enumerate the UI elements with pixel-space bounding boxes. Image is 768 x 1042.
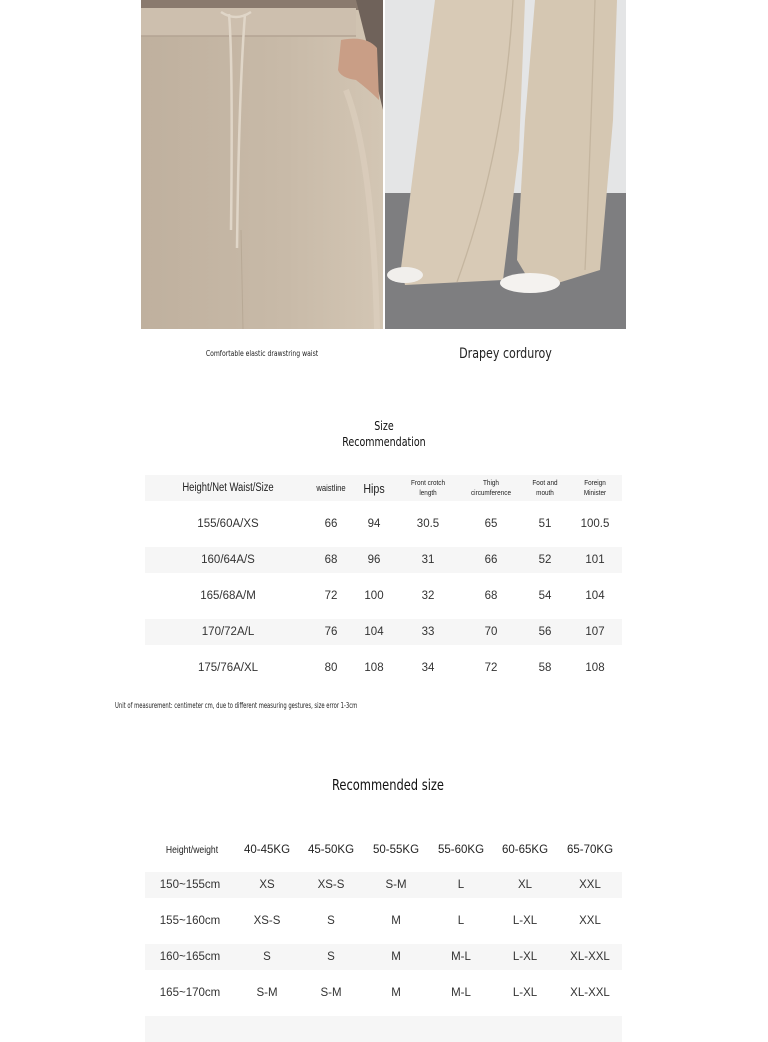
- header-weight-60-65: 60-65KG: [501, 844, 549, 856]
- size-label: 175/76A/XL: [197, 662, 259, 674]
- recommended-header-row: [145, 837, 622, 863]
- size-cell: M-L: [451, 951, 471, 963]
- size-cell: XXL: [579, 879, 601, 891]
- front-crotch-value: 33: [421, 626, 435, 638]
- waistline-value: 76: [324, 626, 338, 638]
- height-label: 160~165cm: [159, 951, 221, 963]
- size-row-l: [145, 619, 622, 645]
- foot-mouth-value: 54: [538, 590, 552, 602]
- size-cell: L-XL: [512, 951, 538, 963]
- size-cell: M-L: [451, 987, 471, 999]
- size-chart-table: [145, 475, 622, 681]
- size-cell: XL-XXL: [570, 951, 610, 963]
- foreign-minister-value: 104: [585, 590, 605, 602]
- size-chart-title-line2: Recommendation: [342, 435, 426, 449]
- height-row-partial: [145, 1016, 622, 1042]
- height-row-165-170: [145, 980, 622, 1006]
- header-thigh-circumference: Thigh circumference: [470, 478, 512, 497]
- product-photo-waistband: [141, 0, 383, 329]
- size-cell: S-M: [256, 987, 278, 999]
- header-front-crotch-length: Front crotch length: [410, 478, 445, 497]
- size-row-xs: [145, 511, 622, 537]
- recommended-size-table: [145, 837, 622, 1042]
- header-waistline: waistline: [316, 483, 346, 493]
- header-weight-65-70: 65-70KG: [566, 844, 614, 856]
- size-chart-title-line1: Size: [374, 419, 394, 433]
- waistline-value: 68: [324, 554, 338, 566]
- front-crotch-value: 32: [421, 590, 435, 602]
- product-photo-legs: [385, 0, 626, 329]
- foreign-minister-value: 108: [585, 662, 605, 674]
- size-chart-title: [46, 418, 722, 450]
- size-cell: XS-S: [253, 915, 281, 927]
- header-weight-45-50: 45-50KG: [307, 844, 355, 856]
- size-cell: M: [391, 951, 401, 963]
- hips-value: 108: [364, 662, 384, 674]
- size-label: 165/68A/M: [200, 590, 256, 602]
- size-cell: XL-XXL: [570, 987, 610, 999]
- front-crotch-value: 34: [421, 662, 435, 674]
- header-height-weight: Height/weight: [165, 844, 219, 856]
- size-row-xl: [145, 655, 622, 681]
- size-cell: M: [391, 915, 401, 927]
- size-cell: XS: [259, 879, 275, 891]
- header-height-waist-size: Height/Net Waist/Size: [182, 482, 274, 494]
- header-weight-55-60: 55-60KG: [437, 844, 485, 856]
- height-label: 150~155cm: [159, 879, 221, 891]
- thigh-value: 70: [484, 626, 498, 638]
- size-cell: M: [391, 987, 401, 999]
- foreign-minister-value: 101: [585, 554, 605, 566]
- size-cell: S-M: [320, 987, 342, 999]
- size-cell: L-XL: [512, 987, 538, 999]
- size-cell: L: [457, 879, 465, 891]
- size-chart-header-row: [145, 475, 622, 501]
- header-foreign-minister: Foreign Minister: [583, 478, 607, 497]
- foreign-minister-value: 100.5: [580, 518, 610, 530]
- thigh-value: 72: [484, 662, 498, 674]
- height-row-150-155: [145, 872, 622, 898]
- caption-elastic-waist: Comfortable elastic drawstring waist: [205, 349, 319, 358]
- size-cell: L: [457, 915, 465, 927]
- hips-value: 100: [364, 590, 384, 602]
- hips-value: 94: [367, 518, 381, 530]
- foot-mouth-value: 52: [538, 554, 552, 566]
- hips-value: 96: [367, 554, 381, 566]
- size-cell: S: [327, 915, 335, 927]
- waistline-value: 72: [324, 590, 338, 602]
- header-hips: Hips: [363, 480, 385, 496]
- foot-mouth-value: 56: [538, 626, 552, 638]
- foot-mouth-value: 51: [538, 518, 552, 530]
- header-foot-and-mouth: Foot and mouth: [532, 478, 558, 497]
- header-weight-40-45: 40-45KG: [243, 844, 291, 856]
- foot-mouth-value: 58: [538, 662, 552, 674]
- size-label: 155/60A/XS: [197, 518, 259, 530]
- size-cell: XL: [517, 879, 533, 891]
- thigh-value: 68: [484, 590, 498, 602]
- size-cell: S: [263, 951, 271, 963]
- caption-drapey-corduroy: Drapey corduroy: [459, 346, 552, 362]
- header-weight-50-55: 50-55KG: [372, 844, 420, 856]
- foreign-minister-value: 107: [585, 626, 605, 638]
- wide-leg-illustration: [385, 0, 626, 329]
- front-crotch-value: 31: [421, 554, 435, 566]
- size-cell: XS-S: [317, 879, 345, 891]
- size-cell: L-XL: [512, 915, 538, 927]
- waistline-value: 66: [324, 518, 338, 530]
- size-row-m: [145, 583, 622, 609]
- hips-value: 104: [364, 626, 384, 638]
- thigh-value: 65: [484, 518, 498, 530]
- height-label: 165~170cm: [159, 987, 221, 999]
- size-row-s: [145, 547, 622, 573]
- front-crotch-value: 30.5: [416, 518, 440, 530]
- height-label: 155~160cm: [159, 915, 221, 927]
- size-cell: S-M: [385, 879, 407, 891]
- recommended-size-title: Recommended size: [332, 776, 444, 794]
- height-row-155-160: [145, 908, 622, 934]
- size-label: 160/64A/S: [201, 554, 255, 566]
- thigh-value: 66: [484, 554, 498, 566]
- waistband-illustration: [141, 0, 383, 329]
- height-row-160-165: [145, 944, 622, 970]
- size-label: 170/72A/L: [201, 626, 255, 638]
- waistline-value: 80: [324, 662, 338, 674]
- size-cell: S: [327, 951, 335, 963]
- measurement-note: Unit of measurement: centimeter cm, due to different measuring gestures, size error 1-3cm: [115, 701, 358, 710]
- size-cell: XXL: [579, 915, 601, 927]
